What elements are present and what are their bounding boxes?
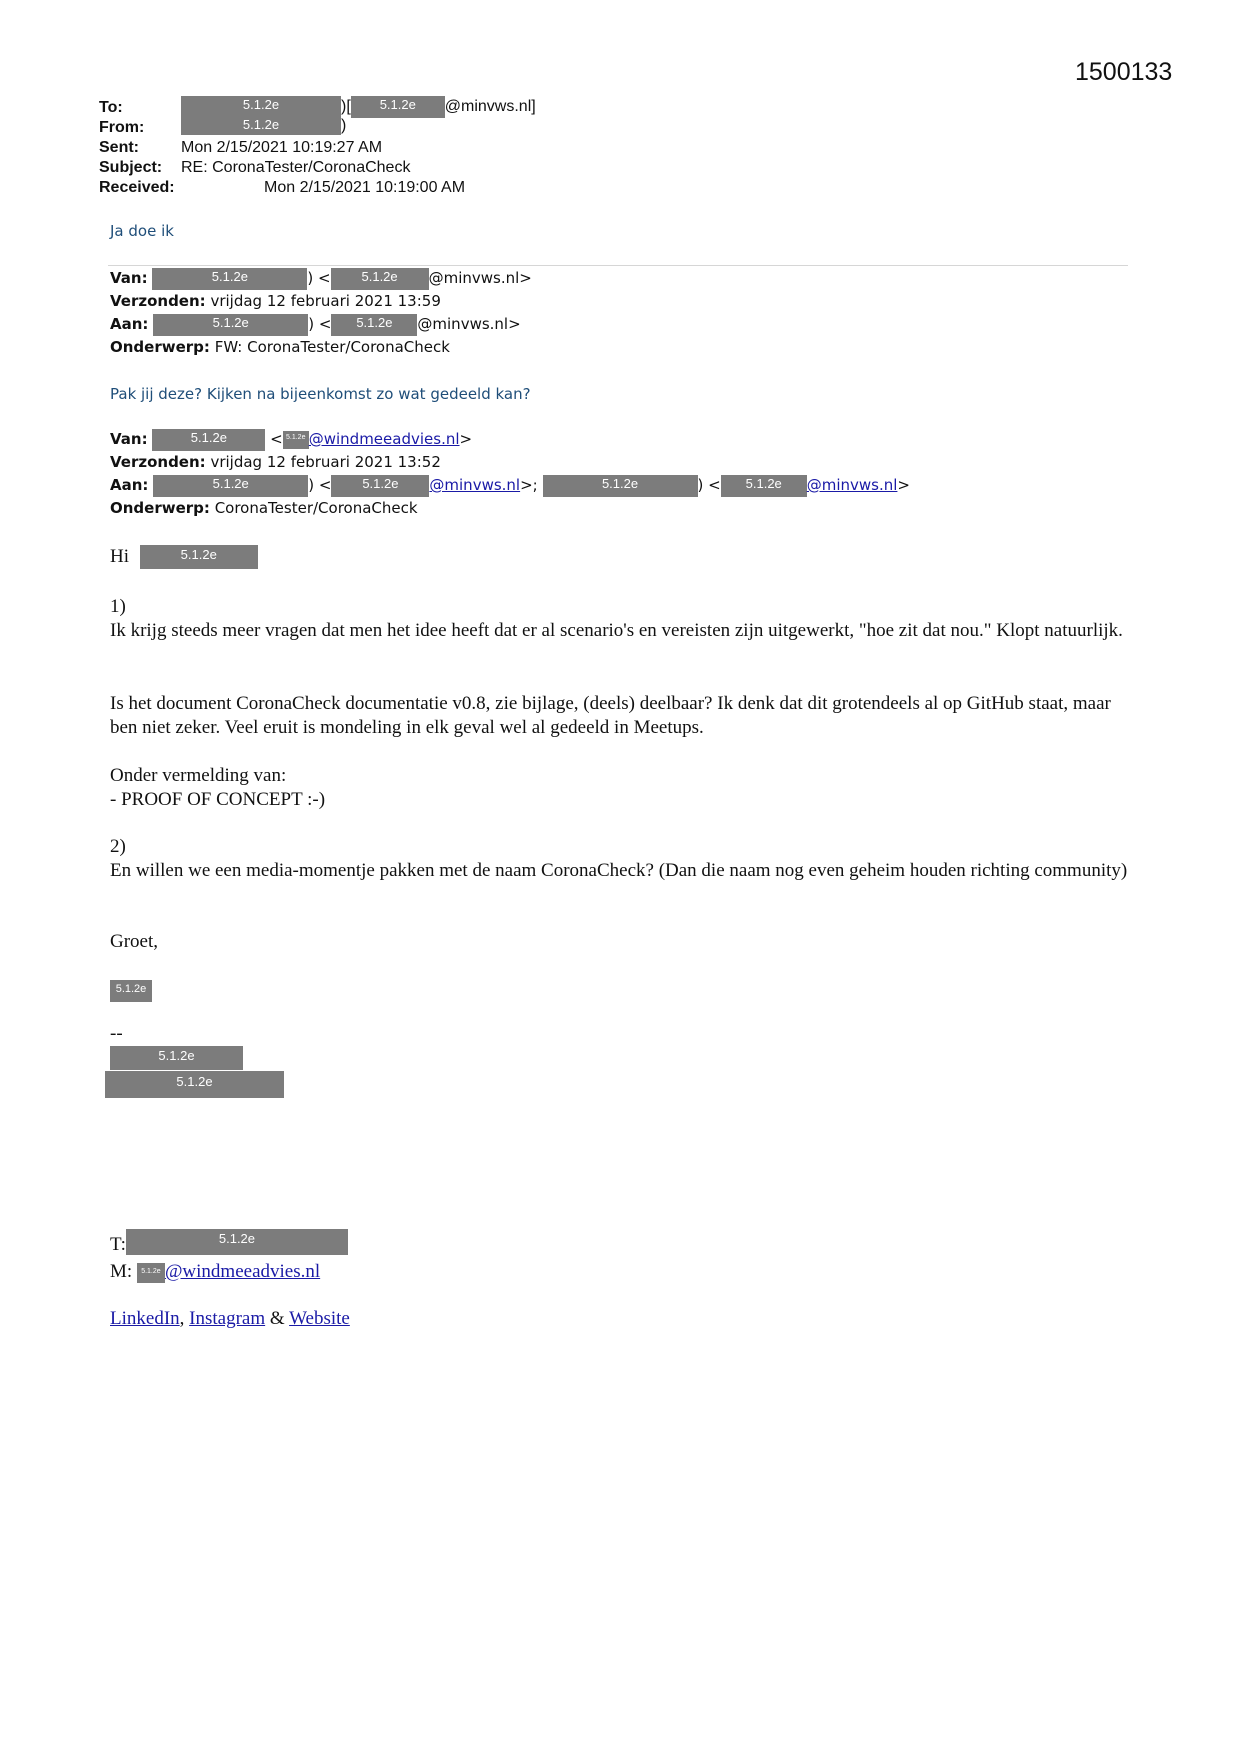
paragraph-4-text: En willen we een media-momentje pakken met de naam CoronaCheck? (Dan die naam nog even geheim houden richting community) (110, 860, 1128, 881)
onderwerp-label: Onderwerp: (110, 338, 210, 356)
linkedin-link[interactable]: LinkedIn (110, 1308, 180, 1329)
van-label: Van: (110, 430, 148, 448)
mobile-email-link[interactable]: @windmeeadvies.nl (164, 1261, 321, 1282)
redaction: 5.1.2e (153, 314, 308, 336)
paragraph-1 (110, 595, 1130, 643)
divider (108, 265, 1128, 266)
to-label: To: (99, 99, 123, 116)
redaction: 5.1.2e (543, 475, 698, 497)
van-label: Van: (110, 269, 148, 287)
paragraph-3 (110, 764, 1130, 812)
redaction: 5.1.2e (331, 475, 429, 497)
redaction: 5.1.2e (283, 431, 309, 449)
reply-text: Ja doe ik (110, 222, 174, 240)
paragraph-2 (110, 692, 1130, 740)
forward-header-1 (110, 267, 532, 359)
mobile-row (110, 1260, 1130, 1284)
verzonden-row (110, 290, 532, 313)
website-link[interactable]: Website (289, 1308, 350, 1329)
sent-value: Mon 2/15/2021 10:19:27 AM (181, 139, 383, 156)
onderwerp-row (110, 497, 910, 520)
sent-label: Sent: (99, 139, 139, 156)
redaction: 5.1.2e (152, 268, 307, 290)
forward-note: Pak jij deze? Kijken na bijeenkomst zo wat gedeeld kan? (110, 385, 531, 403)
ampersand: & (269, 1308, 285, 1329)
aan-row (110, 474, 910, 497)
aan-email-link-2[interactable]: @minvws.nl (806, 476, 898, 494)
van-email-link[interactable]: @windmeeadvies.nl (308, 430, 460, 448)
redaction: 5.1.2e (110, 1046, 243, 1070)
verzonden-value: vrijdag 12 februari 2021 13:59 (210, 292, 441, 310)
aan-separator: ) < (308, 476, 332, 494)
paragraph-3-line-1: Onder vermelding van: (110, 765, 287, 786)
van-row (110, 428, 910, 451)
message-greeting-row (110, 545, 1130, 569)
onderwerp-value: FW: CoronaTester/CoronaCheck (214, 338, 450, 356)
signature-redaction-2 (105, 1071, 1125, 1098)
aan-email-link-1[interactable]: @minvws.nl (429, 476, 521, 494)
social-links (110, 1307, 1130, 1331)
redaction: 5.1.2e (110, 980, 152, 1002)
forward-header-2 (110, 428, 910, 520)
phone-label: T: (110, 1234, 126, 1255)
redaction: 5.1.2e (181, 117, 341, 135)
to-domain: @minvws.nl] (444, 98, 536, 116)
aan-separator: ) < (697, 476, 721, 494)
aan-separator: ) < (308, 315, 332, 333)
redaction: 5.1.2e (181, 96, 341, 118)
redaction: 5.1.2e (152, 429, 265, 451)
van-domain: @minvws.nl> (428, 269, 532, 287)
signature-dash: -- (110, 1023, 123, 1044)
paragraph-4-number: 2) (110, 836, 126, 857)
verzonden-label: Verzonden: (110, 292, 206, 310)
verzonden-label: Verzonden: (110, 453, 206, 471)
van-separator: ) < (307, 269, 331, 287)
received-label: Received: (99, 179, 175, 196)
aan-domain: @minvws.nl> (417, 315, 521, 333)
redaction: 5.1.2e (126, 1229, 348, 1255)
redaction: 5.1.2e (331, 268, 429, 290)
redaction: 5.1.2e (137, 1263, 165, 1283)
paragraph-1-number: 1) (110, 596, 126, 617)
van-close: > (459, 430, 473, 448)
comma: , (179, 1308, 185, 1329)
instagram-link[interactable]: Instagram (189, 1308, 266, 1329)
aan-label: Aan: (110, 315, 149, 333)
aan-between: >; (520, 476, 538, 494)
aan-label: Aan: (110, 476, 149, 494)
mobile-label: M: (110, 1261, 133, 1282)
subject-label: Subject: (99, 159, 163, 176)
aan-close: > (897, 476, 910, 494)
redaction: 5.1.2e (105, 1071, 284, 1098)
paragraph-3-line-2: - PROOF OF CONCEPT :-) (110, 789, 326, 810)
paragraph-4 (110, 835, 1130, 883)
van-separator: < (270, 430, 283, 448)
redaction: 5.1.2e (721, 475, 807, 497)
signature-redaction-1 (110, 1045, 1130, 1070)
aan-row (110, 313, 532, 336)
paragraph-2-text: Is het document CoronaCheck documentatie v0.8, zie bijlage, (deels) deelbaar? Ik denk dat dit grotendeels al op GitHub staat, maar ben niet zeker. Veel eruit is mondeling in elk geval wel al gedeeld in Meetups. (110, 693, 1111, 738)
sender-name-row (110, 978, 1130, 1002)
redaction: 5.1.2e (140, 545, 258, 569)
received-value: Mon 2/15/2021 10:19:00 AM (264, 179, 466, 196)
document-number: 1500133 (1075, 58, 1173, 86)
from-close: ) (341, 117, 347, 134)
verzonden-value: vrijdag 12 februari 2021 13:52 (210, 453, 441, 471)
paragraph-1-text: Ik krijg steeds meer vragen dat men het idee heeft dat er al scenario's en vereisten zijn uitgewerkt, "hoe zit dat nou." Klopt natuurlijk. (110, 620, 1123, 641)
verzonden-row (110, 451, 910, 474)
phone-row (110, 1233, 1130, 1257)
onderwerp-row (110, 336, 532, 359)
redaction: 5.1.2e (351, 96, 445, 118)
redaction: 5.1.2e (153, 475, 308, 497)
van-row (110, 267, 532, 290)
subject-value: RE: CoronaTester/CoronaCheck (181, 159, 411, 176)
greeting: Hi (110, 546, 129, 567)
to-separator: )[ (341, 98, 351, 116)
from-label: From: (99, 119, 145, 136)
onderwerp-value: CoronaTester/CoronaCheck (214, 499, 418, 517)
redaction: 5.1.2e (331, 314, 417, 336)
onderwerp-label: Onderwerp: (110, 499, 210, 517)
closing: Groet, (110, 931, 159, 952)
